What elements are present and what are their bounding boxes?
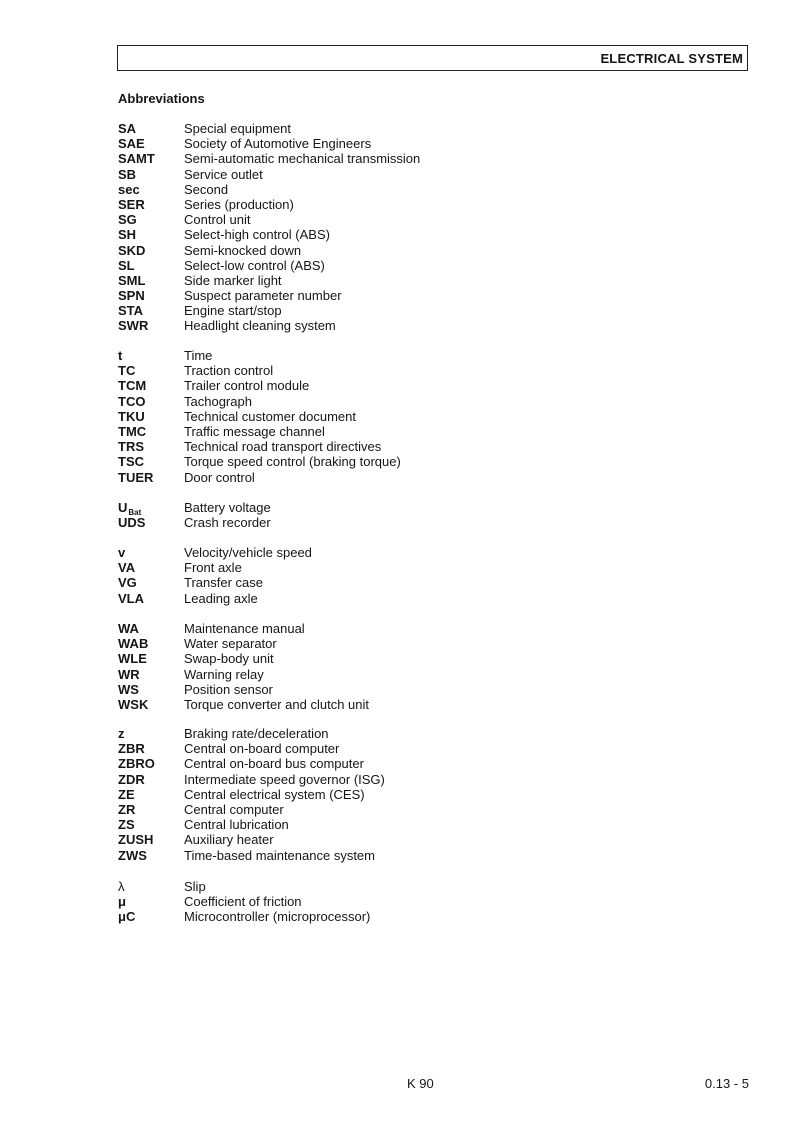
abbreviation-term: WA [118, 621, 139, 636]
abbreviation-term: WS [118, 681, 139, 697]
abbreviation-group [118, 348, 401, 485]
abbreviation-term: TUER [118, 469, 154, 485]
abbreviation-term: λ [118, 879, 125, 894]
abbreviation-row [118, 151, 420, 166]
abbreviation-definition: Service outlet [184, 166, 263, 182]
abbreviation-term: SPN [118, 288, 145, 304]
header-box [117, 45, 748, 71]
abbreviation-definition: Society of Automotive Engineers [184, 136, 372, 152]
abbreviation-term: SKD [118, 242, 146, 258]
abbreviation-term: WAB [118, 636, 149, 652]
abbreviation-definition: Battery voltage [184, 500, 271, 515]
abbreviation-row [118, 439, 401, 454]
abbreviation-definition: Traffic message channel [184, 423, 325, 439]
abbreviation-term: SH [118, 227, 137, 243]
abbreviation-definition: Warning relay [184, 666, 264, 682]
abbreviation-row [118, 636, 369, 651]
abbreviation-term: ZE [118, 786, 135, 802]
abbreviation-definition: Traction control [184, 363, 274, 379]
abbreviation-term: ZBRO [118, 756, 155, 772]
abbreviation-row [118, 909, 370, 924]
abbreviation-row [118, 832, 385, 847]
abbreviation-group [118, 879, 370, 925]
abbreviation-term: SA [118, 121, 137, 136]
abbreviation-term: VG [118, 575, 137, 591]
abbreviation-term: μ [118, 894, 126, 910]
abbreviation-definition: Time [184, 348, 213, 363]
abbreviation-term: ZWS [118, 847, 147, 863]
abbreviation-term: WR [118, 666, 140, 682]
abbreviation-row [118, 741, 385, 756]
abbreviation-row [118, 802, 385, 817]
abbreviation-row [118, 288, 420, 303]
abbreviation-row [118, 697, 369, 712]
abbreviation-term-base: U [118, 500, 128, 515]
abbreviation-definition: Central electrical system (CES) [184, 786, 365, 802]
abbreviation-row [118, 136, 420, 151]
abbreviation-row [118, 363, 401, 378]
abbreviation-definition: Control unit [184, 212, 251, 228]
abbreviation-row [118, 817, 385, 832]
abbreviation-group [118, 500, 271, 530]
abbreviation-row [118, 894, 370, 909]
abbreviation-term: μC [118, 909, 136, 925]
abbreviation-term: TKU [118, 408, 145, 424]
abbreviation-definition: Swap-body unit [184, 651, 274, 667]
abbreviation-term: TCM [118, 378, 147, 394]
abbreviation-row [118, 560, 312, 575]
abbreviation-row [118, 621, 369, 636]
abbreviation-definition: Front axle [184, 560, 242, 576]
abbreviation-term: sec [118, 181, 140, 197]
abbreviation-row [118, 227, 420, 242]
abbreviation-row [118, 409, 401, 424]
abbreviation-term: SML [118, 272, 146, 288]
abbreviation-row [118, 667, 369, 682]
abbreviation-row [118, 848, 385, 863]
abbreviation-row [118, 454, 401, 469]
abbreviation-term: TSC [118, 454, 144, 470]
abbreviation-definition: Auxiliary heater [184, 832, 274, 848]
abbreviation-term: TMC [118, 423, 147, 439]
abbreviation-definition: Select-high control (ABS) [184, 227, 330, 243]
abbreviation-term: t [118, 348, 123, 363]
abbreviation-definition: Time-based maintenance system [184, 847, 375, 863]
abbreviation-row [118, 167, 420, 182]
abbreviation-term: SER [118, 196, 145, 212]
abbreviation-group [118, 545, 312, 606]
abbreviation-row [118, 121, 420, 136]
abbreviation-definition: Trailer control module [184, 378, 310, 394]
document-code: K 90 [407, 1076, 434, 1091]
abbreviation-row [118, 787, 385, 802]
abbreviation-definition: Side marker light [184, 272, 282, 288]
abbreviation-term: VLA [118, 590, 144, 606]
abbreviation-row [118, 303, 420, 318]
abbreviation-row [118, 591, 312, 606]
abbreviation-row [118, 726, 385, 741]
abbreviation-definition: Braking rate/deceleration [184, 726, 329, 741]
abbreviation-term: ZS [118, 817, 135, 833]
abbreviation-term: WSK [118, 696, 149, 712]
abbreviation-definition: Semi-knocked down [184, 242, 302, 258]
abbreviation-definition: Leading axle [184, 590, 258, 606]
abbreviation-row [118, 682, 369, 697]
abbreviation-row [118, 772, 385, 787]
abbreviation-term: ZR [118, 801, 136, 817]
abbreviation-term: z [118, 726, 125, 741]
abbreviation-term: UDS [118, 515, 146, 531]
abbreviation-row [118, 348, 401, 363]
abbreviation-term: SL [118, 257, 135, 273]
abbreviation-definition: Technical customer document [184, 408, 356, 424]
abbreviation-row [118, 273, 420, 288]
abbreviation-definition: Technical road transport directives [184, 439, 382, 455]
abbreviation-row [118, 182, 420, 197]
page-number: 0.13 - 5 [704, 1076, 749, 1091]
section-title: ELECTRICAL SYSTEM [600, 51, 743, 66]
abbreviation-group [118, 726, 385, 863]
abbreviation-row [118, 879, 370, 894]
abbreviation-definition: Special equipment [184, 121, 291, 136]
abbreviation-definition: Second [184, 181, 229, 197]
abbreviation-definition: Water separator [184, 636, 277, 652]
abbreviation-term: SB [118, 166, 137, 182]
abbreviation-term: SAMT [118, 151, 155, 167]
page-heading: Abbreviations [118, 91, 205, 106]
abbreviation-group [118, 121, 420, 334]
abbreviation-definition: Central on-board computer [184, 741, 340, 757]
abbreviation-term-subscript: Bat [128, 508, 142, 517]
abbreviation-row [118, 500, 271, 515]
abbreviation-row [118, 378, 401, 393]
abbreviation-definition: Central on-board bus computer [184, 756, 364, 772]
abbreviation-definition: Microcontroller (microprocessor) [184, 909, 371, 925]
abbreviation-term: TRS [118, 439, 144, 455]
abbreviation-row [118, 575, 312, 590]
abbreviation-definition: Select-low control (ABS) [184, 257, 325, 273]
abbreviation-group [118, 621, 369, 712]
abbreviation-definition: Door control [184, 469, 255, 485]
abbreviation-definition: Coefficient of friction [184, 894, 302, 910]
abbreviation-definition: Series (production) [184, 196, 294, 212]
abbreviation-definition: Crash recorder [184, 515, 271, 531]
abbreviation-definition: Slip [184, 879, 206, 894]
abbreviation-definition: Central computer [184, 801, 284, 817]
abbreviation-term: STA [118, 303, 144, 319]
abbreviation-row [118, 470, 401, 485]
abbreviation-row [118, 756, 385, 771]
abbreviation-term: v [118, 545, 126, 560]
abbreviation-row [118, 197, 420, 212]
abbreviation-term: ZDR [118, 771, 145, 787]
abbreviation-row [118, 545, 312, 560]
abbreviation-row [118, 243, 420, 258]
abbreviation-term: ZUSH [118, 832, 154, 848]
abbreviation-definition: Suspect parameter number [184, 288, 342, 304]
abbreviation-definition: Torque speed control (braking torque) [184, 454, 401, 470]
abbreviation-row [118, 424, 401, 439]
abbreviation-definition: Engine start/stop [184, 303, 282, 319]
abbreviation-term: SAE [118, 136, 145, 152]
abbreviation-row [118, 651, 369, 666]
abbreviation-definition: Headlight cleaning system [184, 318, 336, 334]
abbreviation-definition: Central lubrication [184, 817, 289, 833]
abbreviation-definition: Torque converter and clutch unit [184, 696, 369, 712]
abbreviation-definition: Transfer case [184, 575, 263, 591]
abbreviation-definition: Velocity/vehicle speed [184, 545, 312, 560]
abbreviation-term: SG [118, 212, 137, 228]
abbreviation-row [118, 318, 420, 333]
abbreviation-term: ZBR [118, 741, 145, 757]
abbreviation-definition: Semi-automatic mechanical transmission [184, 151, 421, 167]
abbreviation-definition: Maintenance manual [184, 621, 305, 636]
abbreviation-row [118, 212, 420, 227]
abbreviation-term: VA [118, 560, 136, 576]
abbreviation-term: SWR [118, 318, 149, 334]
abbreviation-term: TC [118, 363, 136, 379]
abbreviation-term: TCO [118, 393, 146, 409]
abbreviation-definition: Intermediate speed governor (ISG) [184, 771, 385, 787]
abbreviation-term: WLE [118, 651, 147, 667]
abbreviation-definition: Tachograph [184, 393, 252, 409]
abbreviation-definition: Position sensor [184, 681, 273, 697]
abbreviation-row [118, 515, 271, 530]
abbreviation-row [118, 258, 420, 273]
abbreviation-row [118, 394, 401, 409]
